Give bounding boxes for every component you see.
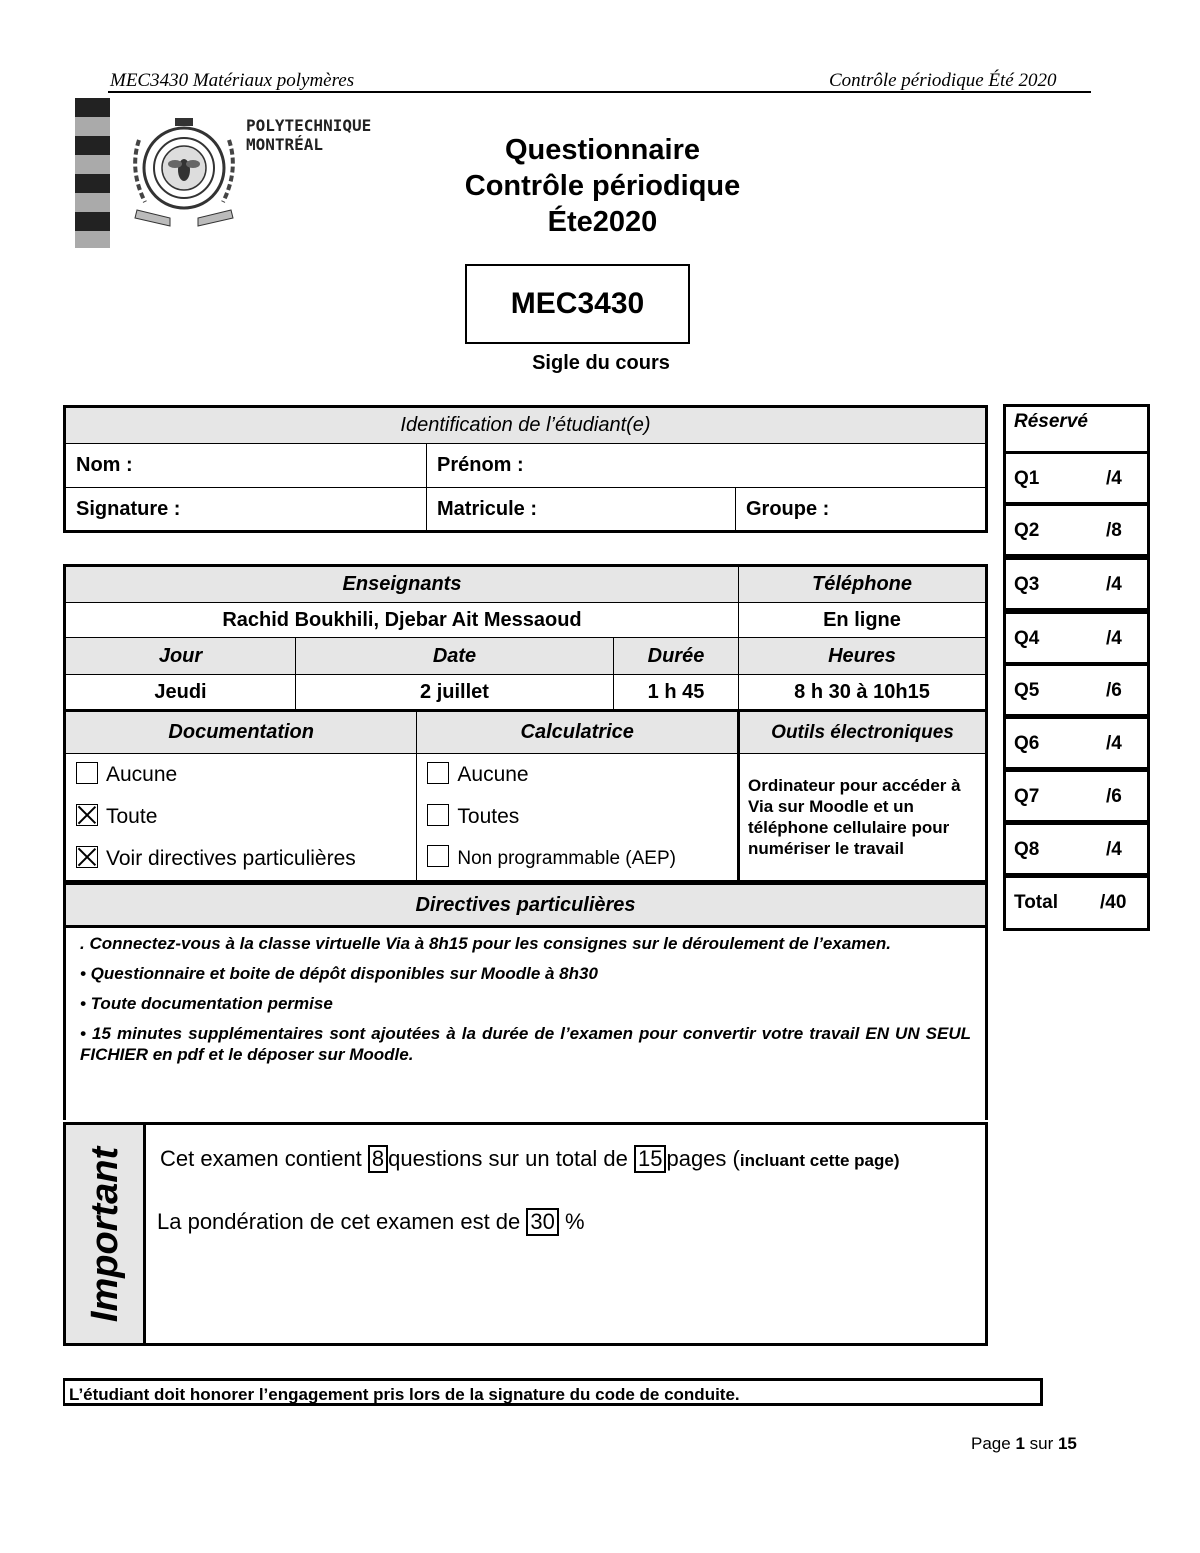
duree-value: 1 h 45 bbox=[614, 675, 739, 711]
identification-table bbox=[63, 405, 988, 533]
calculatrice-option[interactable]: Aucune bbox=[427, 754, 727, 796]
calculatrice-option[interactable]: Toutes bbox=[427, 796, 727, 838]
exam-info-table bbox=[63, 564, 988, 883]
checkbox-checked-icon[interactable] bbox=[76, 804, 98, 826]
directive-item: • 15 minutes supplémentaires sont ajoutées à la durée de l’examen pour convertir votre travail EN UN SEUL FICHIER en pdf et le déposer sur Moodle. bbox=[80, 1024, 971, 1064]
calculatrice-label: Calculatrice bbox=[417, 711, 739, 754]
reserve-row: Q5 /6 bbox=[1003, 663, 1150, 717]
documentation-option[interactable]: Aucune bbox=[76, 754, 406, 796]
checkbox-icon[interactable] bbox=[427, 804, 449, 826]
heures-value: 8 h 30 à 10h15 bbox=[739, 675, 987, 711]
jour-value: Jeudi bbox=[65, 675, 296, 711]
calculatrice-options bbox=[417, 754, 739, 882]
documentation-label: Documentation bbox=[65, 711, 417, 754]
outils-label: Outils électroniques bbox=[739, 711, 987, 754]
header-course: MEC3430 Matériaux polymères bbox=[110, 70, 355, 91]
exam-weight: 30 bbox=[526, 1208, 558, 1236]
directives-heading: Directives particulières bbox=[63, 882, 988, 928]
date-value: 2 juillet bbox=[296, 675, 614, 711]
course-code-box bbox=[465, 264, 690, 344]
honor-statement: L’étudiant doit honorer l’engagement pris lors de la signature du code de conduite. bbox=[63, 1378, 1043, 1406]
reserve-total: Total /40 bbox=[1003, 875, 1150, 931]
jour-label: Jour bbox=[65, 638, 296, 675]
course-caption: Sigle du cours bbox=[532, 352, 670, 374]
documentation-options bbox=[65, 754, 417, 882]
documentation-option[interactable]: Voir directives particulières bbox=[76, 838, 406, 880]
calculatrice-option[interactable]: Non programmable (AEP) bbox=[427, 838, 727, 880]
question-count: 8 bbox=[368, 1145, 388, 1173]
reserve-row: Q6 /4 bbox=[1003, 716, 1150, 770]
signature-field[interactable]: Signature : bbox=[65, 488, 427, 532]
reserve-row: Q1 /4 bbox=[1003, 451, 1150, 505]
reserve-row: Q7 /6 bbox=[1003, 769, 1150, 823]
directive-item: • Toute documentation permise bbox=[80, 994, 333, 1013]
documentation-option[interactable]: Toute bbox=[76, 796, 406, 838]
prenom-field[interactable]: Prénom : bbox=[427, 444, 987, 488]
logo-wordmark: POLYTECHNIQUE MONTRÉAL bbox=[246, 116, 372, 154]
matricule-field[interactable]: Matricule : bbox=[427, 488, 736, 532]
checkbox-icon[interactable] bbox=[76, 762, 98, 784]
groupe-field[interactable]: Groupe : bbox=[736, 488, 987, 532]
outils-text: Ordinateur pour accéder à Via sur Moodle et un téléphone cellulaire pour numériser le travail bbox=[739, 754, 987, 882]
heures-label: Heures bbox=[739, 638, 987, 675]
directive-item: • Questionnaire et boite de dépôt disponibles sur Moodle à 8h30 bbox=[80, 964, 598, 983]
date-label: Date bbox=[296, 638, 614, 675]
important-weight-line: La pondération de cet examen est de 30 % bbox=[157, 1209, 585, 1234]
telephone-label: Téléphone bbox=[739, 566, 987, 603]
logo-stripe bbox=[75, 98, 110, 248]
duree-label: Durée bbox=[614, 638, 739, 675]
header-exam: Contrôle périodique Été 2020 bbox=[829, 70, 1057, 91]
important-questions-line: Cet examen contient 8 questions sur un total de 15 pages (incluant cette page) bbox=[160, 1146, 900, 1171]
nom-field[interactable]: Nom : bbox=[65, 444, 427, 488]
enseignants-value: Rachid Boukhili, Djebar Ait Messaoud bbox=[65, 603, 739, 638]
directives-body bbox=[63, 925, 988, 1120]
reserve-row: Q8 /4 bbox=[1003, 822, 1150, 876]
reserve-row: Q4 /4 bbox=[1003, 611, 1150, 665]
page-number: Page 1 sur 15 bbox=[971, 1434, 1077, 1453]
page-title: Questionnaire Contrôle périodique Éte2020 bbox=[464, 134, 741, 238]
page-count: 15 bbox=[634, 1145, 666, 1173]
checkbox-icon[interactable] bbox=[427, 762, 449, 784]
checkbox-checked-icon[interactable] bbox=[76, 846, 98, 868]
header-rule bbox=[108, 91, 1091, 93]
checkbox-icon[interactable] bbox=[427, 845, 449, 867]
important-label: Important bbox=[84, 1146, 127, 1322]
telephone-value: En ligne bbox=[739, 603, 987, 638]
identification-heading: Identification de l’étudiant(e) bbox=[65, 407, 987, 444]
reserve-label: Réservé bbox=[1003, 404, 1150, 454]
course-code: MEC3430 bbox=[510, 287, 645, 320]
directive-item: . Connectez-vous à la classe virtuelle Via à 8h15 pour les consignes sur le déroulement de l’examen. bbox=[80, 934, 891, 953]
polytechnique-seal-icon bbox=[125, 110, 243, 235]
reserve-row: Q2 /8 bbox=[1003, 503, 1150, 557]
reserve-row: Q3 /4 bbox=[1003, 557, 1150, 611]
enseignants-label: Enseignants bbox=[65, 566, 739, 603]
